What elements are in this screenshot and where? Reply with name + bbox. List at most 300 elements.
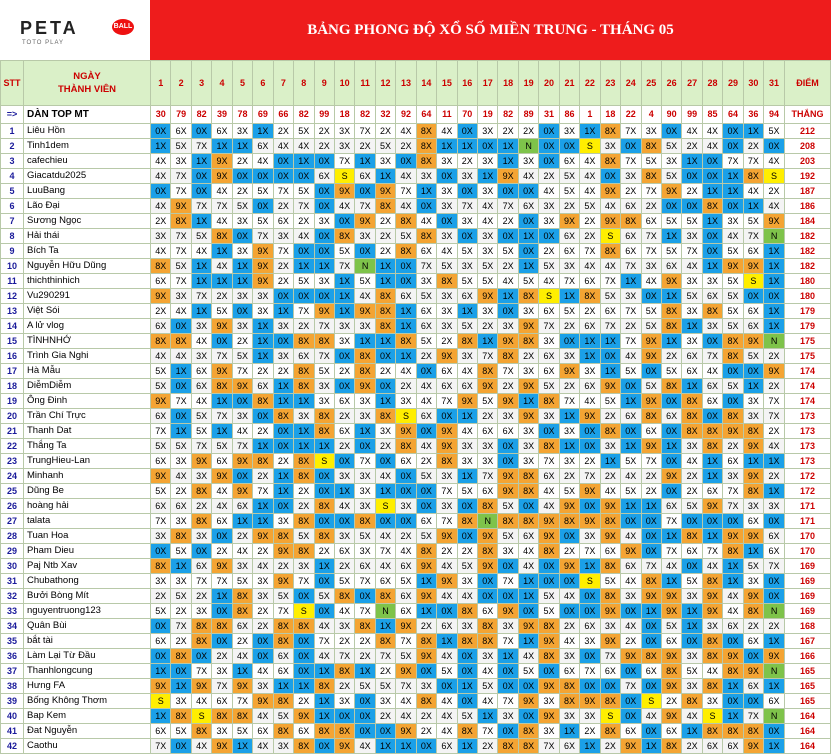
- result-cell: 8X: [151, 334, 171, 349]
- result-cell: 0X: [396, 154, 416, 169]
- result-cell: 3X: [355, 469, 375, 484]
- result-cell: 3X: [191, 349, 211, 364]
- result-cell: 7X: [600, 319, 620, 334]
- result-cell: 4X: [682, 124, 702, 139]
- result-cell: 2X: [253, 469, 273, 484]
- result-cell: 9X: [661, 604, 681, 619]
- result-cell: 7X: [621, 259, 641, 274]
- header-day: 20: [539, 61, 559, 106]
- result-cell: 6X: [171, 124, 191, 139]
- result-cell: 7X: [294, 574, 314, 589]
- dan-value: 32: [375, 106, 395, 124]
- result-cell: 5X: [661, 244, 681, 259]
- result-cell: 3X: [559, 349, 579, 364]
- result-cell: 4X: [396, 169, 416, 184]
- result-cell: 9X: [641, 334, 661, 349]
- result-cell: 8X: [416, 634, 436, 649]
- result-cell: 3X: [457, 454, 477, 469]
- result-cell: 5X: [682, 289, 702, 304]
- result-cell: 0X: [743, 289, 763, 304]
- result-cell: 0X: [151, 649, 171, 664]
- result-cell: 6X: [232, 619, 252, 634]
- member-row: [1, 574, 831, 589]
- result-cell: 0X: [702, 334, 722, 349]
- result-cell: 3X: [723, 214, 743, 229]
- result-cell: 0X: [416, 364, 436, 379]
- result-cell: 9X: [743, 469, 763, 484]
- result-cell: 0X: [661, 199, 681, 214]
- member-row: [1, 589, 831, 604]
- result-cell: 8X: [478, 619, 498, 634]
- result-cell: 1X: [661, 529, 681, 544]
- result-cell: 1X: [682, 604, 702, 619]
- result-cell: 0X: [396, 469, 416, 484]
- row-stt: 25: [1, 484, 24, 499]
- result-cell: 1X: [682, 724, 702, 739]
- result-cell: 6X: [437, 619, 457, 634]
- result-cell: 3X: [437, 199, 457, 214]
- result-cell: 3X: [539, 214, 559, 229]
- result-cell: 5X: [171, 724, 191, 739]
- result-cell: 0X: [273, 169, 293, 184]
- result-cell: 8X: [232, 709, 252, 724]
- member-score: 164: [785, 709, 831, 724]
- dan-value: 78: [232, 106, 252, 124]
- result-cell: 1X: [764, 679, 785, 694]
- result-cell: 1X: [457, 304, 477, 319]
- member-row: [1, 424, 831, 439]
- result-cell: 9X: [539, 709, 559, 724]
- result-cell: 7X: [212, 679, 232, 694]
- result-cell: 8X: [171, 649, 191, 664]
- result-cell: 9X: [723, 424, 743, 439]
- result-cell: 6X: [416, 409, 436, 424]
- result-cell: 7X: [171, 274, 191, 289]
- header-day: 16: [457, 61, 477, 106]
- result-cell: 2X: [294, 499, 314, 514]
- result-cell: 3X: [539, 409, 559, 424]
- result-cell: 0X: [457, 184, 477, 199]
- result-cell: 6X: [273, 649, 293, 664]
- result-cell: 3X: [171, 154, 191, 169]
- result-cell: 2X: [375, 214, 395, 229]
- result-cell: 1X: [212, 394, 232, 409]
- result-cell: 4X: [539, 184, 559, 199]
- result-cell: 7X: [621, 124, 641, 139]
- result-cell: 1X: [682, 154, 702, 169]
- row-stt: 23: [1, 454, 24, 469]
- result-cell: 2X: [621, 319, 641, 334]
- result-cell: 0X: [600, 169, 620, 184]
- result-cell: 2X: [375, 124, 395, 139]
- result-cell: 3X: [171, 514, 191, 529]
- member-row: [1, 139, 831, 154]
- result-cell: 0X: [334, 514, 354, 529]
- result-cell: 4X: [437, 709, 457, 724]
- member-row: [1, 679, 831, 694]
- result-cell: 0X: [580, 439, 600, 454]
- header-day: 11: [355, 61, 375, 106]
- result-cell: 1X: [661, 334, 681, 349]
- result-cell: 3X: [375, 694, 395, 709]
- result-cell: 0X: [498, 724, 518, 739]
- result-cell: 9X: [498, 604, 518, 619]
- result-cell: 9X: [641, 589, 661, 604]
- result-cell: 9X: [539, 514, 559, 529]
- result-cell: 7X: [273, 244, 293, 259]
- result-cell: 7X: [396, 679, 416, 694]
- result-cell: 3X: [334, 529, 354, 544]
- result-cell: 6X: [559, 154, 579, 169]
- result-cell: 0X: [334, 214, 354, 229]
- result-cell: 4X: [580, 259, 600, 274]
- member-row: [1, 409, 831, 424]
- result-cell: 4X: [171, 469, 191, 484]
- member-name: Trần Chí Trực: [24, 409, 151, 424]
- page-title: BẢNG PHONG ĐỘ XỔ SỐ MIỀN TRUNG - THÁNG 05: [307, 22, 674, 38]
- result-cell: 3X: [478, 229, 498, 244]
- result-cell: 8X: [682, 409, 702, 424]
- result-cell: 8X: [641, 649, 661, 664]
- result-cell: 0X: [232, 229, 252, 244]
- result-cell: 7X: [723, 484, 743, 499]
- result-cell: 0X: [375, 724, 395, 739]
- result-cell: 1X: [702, 214, 722, 229]
- result-cell: 9X: [559, 559, 579, 574]
- result-cell: 0X: [559, 604, 579, 619]
- result-cell: 0X: [478, 139, 498, 154]
- result-cell: 3X: [151, 229, 171, 244]
- result-cell: 9X: [600, 184, 620, 199]
- result-cell: 1X: [253, 349, 273, 364]
- result-cell: 6X: [212, 694, 232, 709]
- result-cell: N: [355, 259, 375, 274]
- result-cell: 3X: [641, 124, 661, 139]
- result-cell: 0X: [682, 559, 702, 574]
- member-score: 166: [785, 649, 831, 664]
- result-cell: 1X: [559, 724, 579, 739]
- result-cell: 5X: [539, 604, 559, 619]
- result-cell: 2X: [600, 739, 620, 754]
- result-cell: S: [641, 694, 661, 709]
- result-cell: 0X: [580, 604, 600, 619]
- result-cell: 5X: [621, 484, 641, 499]
- result-cell: 0X: [661, 124, 681, 139]
- result-cell: 8X: [600, 589, 620, 604]
- result-cell: 4X: [478, 694, 498, 709]
- result-cell: 3X: [191, 529, 211, 544]
- result-cell: 6X: [396, 454, 416, 469]
- result-cell: 7X: [580, 244, 600, 259]
- result-cell: 1X: [723, 709, 743, 724]
- result-cell: 7X: [600, 649, 620, 664]
- result-cell: 3X: [518, 154, 538, 169]
- result-cell: 6X: [478, 424, 498, 439]
- result-cell: 4X: [253, 154, 273, 169]
- result-cell: 5X: [723, 289, 743, 304]
- result-cell: 4X: [191, 739, 211, 754]
- result-cell: 1X: [743, 379, 763, 394]
- result-cell: 8X: [314, 679, 334, 694]
- result-cell: 0X: [702, 169, 722, 184]
- result-cell: 7X: [539, 739, 559, 754]
- result-cell: S: [539, 289, 559, 304]
- result-cell: 8X: [702, 679, 722, 694]
- member-score: 169: [785, 574, 831, 589]
- result-cell: 8X: [498, 739, 518, 754]
- result-cell: 3X: [437, 319, 457, 334]
- result-cell: 2X: [396, 379, 416, 394]
- result-cell: 1X: [212, 244, 232, 259]
- result-cell: 1X: [375, 334, 395, 349]
- result-cell: 3X: [764, 499, 785, 514]
- result-cell: 8X: [539, 649, 559, 664]
- result-cell: 2X: [478, 739, 498, 754]
- result-cell: 4X: [723, 229, 743, 244]
- header-day: 17: [478, 61, 498, 106]
- result-cell: 7X: [232, 364, 252, 379]
- result-cell: 9X: [355, 214, 375, 229]
- result-cell: 1X: [478, 709, 498, 724]
- result-cell: 7X: [191, 439, 211, 454]
- result-cell: 8X: [743, 484, 763, 499]
- result-cell: 2X: [314, 544, 334, 559]
- result-cell: 5X: [294, 274, 314, 289]
- result-cell: 1X: [232, 739, 252, 754]
- result-cell: 1X: [661, 289, 681, 304]
- result-cell: 4X: [641, 274, 661, 289]
- result-cell: 7X: [437, 514, 457, 529]
- result-cell: S: [600, 229, 620, 244]
- result-cell: 3X: [498, 319, 518, 334]
- header-day: 18: [498, 61, 518, 106]
- result-cell: 9X: [661, 469, 681, 484]
- result-cell: 8X: [518, 724, 538, 739]
- result-cell: 3X: [396, 394, 416, 409]
- result-cell: 8X: [396, 214, 416, 229]
- result-cell: 4X: [191, 694, 211, 709]
- result-cell: 5X: [191, 424, 211, 439]
- result-cell: S: [314, 454, 334, 469]
- result-cell: 0X: [723, 634, 743, 649]
- row-stt: 38: [1, 679, 24, 694]
- result-cell: 0X: [416, 664, 436, 679]
- result-cell: 3X: [457, 169, 477, 184]
- member-row: [1, 199, 831, 214]
- result-cell: 2X: [375, 664, 395, 679]
- result-cell: 8X: [375, 409, 395, 424]
- dan-value: 82: [191, 106, 211, 124]
- result-cell: 8X: [600, 124, 620, 139]
- result-cell: 9X: [661, 274, 681, 289]
- result-cell: 8X: [191, 619, 211, 634]
- result-cell: 5X: [723, 319, 743, 334]
- result-cell: 5X: [151, 604, 171, 619]
- row-stt: 31: [1, 574, 24, 589]
- result-cell: 7X: [539, 319, 559, 334]
- result-cell: 0X: [416, 424, 436, 439]
- result-cell: 4X: [232, 544, 252, 559]
- result-cell: 0X: [437, 169, 457, 184]
- result-cell: 4X: [253, 739, 273, 754]
- result-cell: 6X: [764, 694, 785, 709]
- result-cell: 4X: [518, 559, 538, 574]
- result-cell: 8X: [294, 364, 314, 379]
- result-cell: 5X: [294, 529, 314, 544]
- result-cell: 8X: [661, 319, 681, 334]
- result-cell: 0X: [232, 469, 252, 484]
- result-cell: 1X: [621, 439, 641, 454]
- result-cell: 2X: [764, 379, 785, 394]
- result-cell: 1X: [355, 424, 375, 439]
- result-cell: 2X: [416, 709, 436, 724]
- result-cell: 5X: [723, 379, 743, 394]
- result-cell: 5X: [171, 589, 191, 604]
- member-name: Giacatdu2025: [24, 169, 151, 184]
- result-cell: 8X: [641, 169, 661, 184]
- result-cell: 4X: [416, 394, 436, 409]
- result-cell: 5X: [600, 394, 620, 409]
- result-cell: 0X: [314, 229, 334, 244]
- result-cell: 6X: [702, 379, 722, 394]
- result-cell: 6X: [294, 349, 314, 364]
- result-cell: 6X: [314, 169, 334, 184]
- result-cell: 7X: [498, 694, 518, 709]
- result-cell: 1X: [191, 304, 211, 319]
- member-name: Vu290291: [24, 289, 151, 304]
- result-cell: 3X: [355, 409, 375, 424]
- result-cell: 1X: [416, 184, 436, 199]
- result-cell: 5X: [171, 259, 191, 274]
- member-score: 180: [785, 289, 831, 304]
- result-cell: 6X: [457, 379, 477, 394]
- result-cell: 0X: [641, 679, 661, 694]
- result-cell: 1X: [273, 679, 293, 694]
- result-cell: 8X: [539, 544, 559, 559]
- result-cell: 1X: [375, 274, 395, 289]
- result-cell: 1X: [600, 364, 620, 379]
- dan-value: 11: [437, 106, 457, 124]
- member-name: Chubathong: [24, 574, 151, 589]
- result-cell: 5X: [682, 574, 702, 589]
- result-cell: 1X: [273, 469, 293, 484]
- member-name: TÌNHNHỚ: [24, 334, 151, 349]
- result-cell: 6X: [661, 259, 681, 274]
- member-name: Bap Kem: [24, 709, 151, 724]
- result-cell: 3X: [682, 439, 702, 454]
- result-cell: 3X: [191, 319, 211, 334]
- member-score: 182: [785, 244, 831, 259]
- member-score: 203: [785, 154, 831, 169]
- header-day: 14: [416, 61, 436, 106]
- result-cell: 0X: [314, 244, 334, 259]
- result-cell: 5X: [682, 664, 702, 679]
- result-cell: 8X: [457, 634, 477, 649]
- result-cell: 2X: [682, 184, 702, 199]
- result-cell: 5X: [457, 274, 477, 289]
- member-score: 164: [785, 724, 831, 739]
- dan-value: 1: [580, 106, 600, 124]
- result-cell: 2X: [171, 604, 191, 619]
- result-cell: 3X: [171, 574, 191, 589]
- row-stt: 35: [1, 634, 24, 649]
- result-cell: 4X: [416, 439, 436, 454]
- result-cell: 5X: [253, 184, 273, 199]
- result-cell: 0X: [702, 409, 722, 424]
- result-cell: 3X: [702, 619, 722, 634]
- header-day: 31: [764, 61, 785, 106]
- result-cell: 5X: [641, 154, 661, 169]
- dan-label: DÀN TOP MT: [24, 106, 151, 124]
- dan-value: 94: [764, 106, 785, 124]
- result-cell: 8X: [314, 499, 334, 514]
- result-cell: 8X: [457, 334, 477, 349]
- result-cell: 7X: [232, 439, 252, 454]
- row-stt: 41: [1, 724, 24, 739]
- result-cell: 2X: [498, 124, 518, 139]
- result-cell: 3X: [273, 349, 293, 364]
- result-cell: 5X: [355, 274, 375, 289]
- result-cell: 5X: [151, 379, 171, 394]
- result-cell: 1X: [478, 334, 498, 349]
- result-cell: 2X: [580, 724, 600, 739]
- result-cell: 0X: [518, 499, 538, 514]
- result-cell: 6X: [600, 304, 620, 319]
- result-cell: 1X: [375, 169, 395, 184]
- result-cell: S: [191, 709, 211, 724]
- result-cell: 1X: [498, 154, 518, 169]
- member-row: [1, 244, 831, 259]
- result-cell: 0X: [559, 574, 579, 589]
- result-cell: 8X: [355, 619, 375, 634]
- result-cell: 1X: [334, 274, 354, 289]
- result-cell: 2X: [396, 529, 416, 544]
- result-cell: 1X: [600, 454, 620, 469]
- dan-value: 4: [641, 106, 661, 124]
- row-stt: 29: [1, 544, 24, 559]
- dan-value: 64: [416, 106, 436, 124]
- result-cell: 1X: [253, 319, 273, 334]
- result-cell: 1X: [273, 484, 293, 499]
- result-cell: 8X: [478, 499, 498, 514]
- result-cell: 0X: [641, 619, 661, 634]
- result-cell: 2X: [232, 529, 252, 544]
- result-cell: 0X: [518, 184, 538, 199]
- result-cell: 6X: [191, 379, 211, 394]
- result-cell: 3X: [518, 454, 538, 469]
- result-cell: 6X: [661, 409, 681, 424]
- result-cell: 3X: [437, 229, 457, 244]
- row-stt: 2: [1, 139, 24, 154]
- result-cell: 9X: [478, 379, 498, 394]
- result-cell: 3X: [416, 169, 436, 184]
- result-cell: 1X: [580, 739, 600, 754]
- result-cell: 9X: [702, 604, 722, 619]
- result-cell: 1X: [396, 739, 416, 754]
- result-cell: 3X: [743, 574, 763, 589]
- member-row: [1, 259, 831, 274]
- result-cell: 7X: [314, 319, 334, 334]
- result-cell: 1X: [355, 334, 375, 349]
- dan-score-label: THẮNG: [785, 106, 831, 124]
- result-cell: 4X: [212, 184, 232, 199]
- result-cell: 8X: [723, 544, 743, 559]
- result-cell: 0X: [273, 424, 293, 439]
- result-cell: 0X: [702, 244, 722, 259]
- result-cell: 2X: [437, 334, 457, 349]
- result-cell: 3X: [253, 574, 273, 589]
- row-stt: 22: [1, 439, 24, 454]
